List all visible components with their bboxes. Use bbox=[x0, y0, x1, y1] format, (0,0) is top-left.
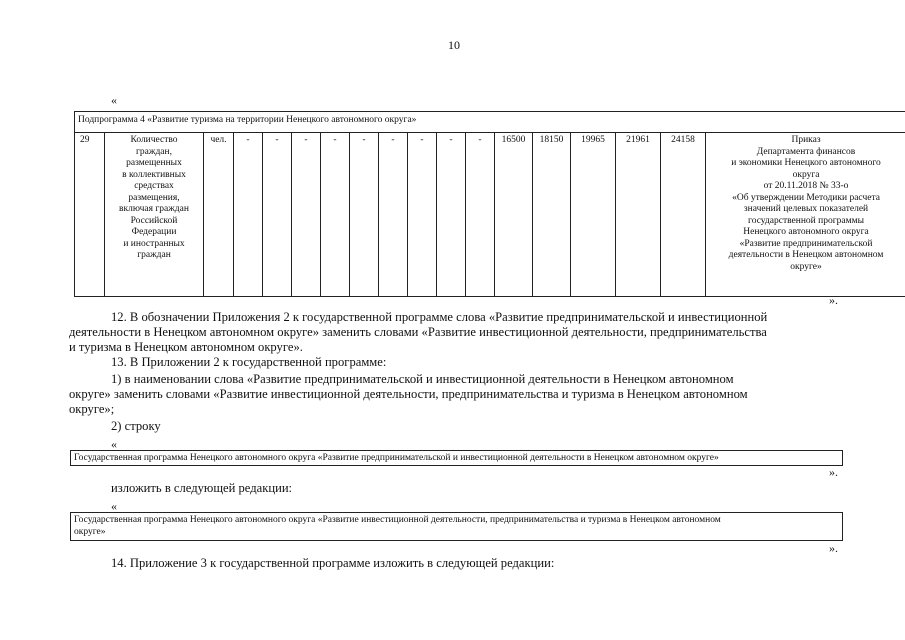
source-document: Приказ Департамента финансов и экономики Ненецкого автономного округа от 20.11.2018 № 33-о «Об утверждении Методики расчета значений целевых показателей государственной программы Ненецкого автономного округа «Развитие предпринимательской деятельности в Ненецком автономном округе» bbox=[706, 133, 905, 297]
close-quote-2: ». bbox=[829, 465, 838, 479]
indicator-name: Количество граждан, размещенных в коллективных средствах размещения, включая граждан Российской Федерации и иностранных граждан bbox=[105, 133, 204, 297]
open-quote-1: « bbox=[111, 93, 117, 107]
page-number: 10 bbox=[448, 38, 460, 52]
old-row-text: Государственная программа Ненецкого автономного округа «Развитие предпринимательской и инвестиционной деятельности в Ненецком автономном округе» bbox=[74, 453, 719, 463]
paragraph-13-item2: 2) строку bbox=[111, 419, 161, 433]
open-quote-3: « bbox=[111, 499, 117, 513]
paragraph-14: 14. Приложение 3 к государственной программе изложить в следующей редакции: bbox=[111, 556, 555, 570]
paragraph-13-item1-line3: округе»; bbox=[69, 402, 115, 416]
subprogram-header: Подпрограмма 4 «Развитие туризма на территории Ненецкого автономного округа» bbox=[75, 112, 905, 133]
value-cell: 21961 bbox=[616, 133, 661, 297]
new-row-box bbox=[70, 512, 843, 541]
value-cell: 18150 bbox=[533, 133, 571, 297]
close-quote-3: ». bbox=[829, 541, 838, 555]
paragraph-13-item1-line2: округе» заменить словами «Развитие инвестиционной деятельности, предпринимательства и туризма в Ненецком автономном bbox=[69, 387, 748, 401]
value-cell: 19965 bbox=[571, 133, 616, 297]
paragraph-13-intro: 13. В Приложении 2 к государственной программе: bbox=[111, 355, 387, 369]
value-cell: - bbox=[292, 133, 321, 297]
value-cell: - bbox=[263, 133, 292, 297]
value-cell: - bbox=[466, 133, 495, 297]
value-cell: - bbox=[408, 133, 437, 297]
paragraph-12-line3: и туризма в Ненецком автономном округе». bbox=[69, 340, 303, 354]
value-cell: 24158 bbox=[661, 133, 706, 297]
close-quote-1: ». bbox=[829, 293, 838, 307]
value-cell: - bbox=[379, 133, 408, 297]
value-cell: - bbox=[234, 133, 263, 297]
paragraph-12-line1: 12. В обозначении Приложения 2 к государственной программе слова «Развитие предпринимательской и инвестиционной bbox=[111, 310, 768, 324]
new-row-line2: округе» bbox=[74, 527, 106, 537]
value-cell: 16500 bbox=[495, 133, 533, 297]
replace-text: изложить в следующей редакции: bbox=[111, 481, 293, 495]
indicator-table bbox=[74, 111, 905, 297]
row-number: 29 bbox=[75, 133, 105, 297]
new-row-line1: Государственная программа Ненецкого автономного округа «Развитие инвестиционной деятельности, предпринимательства и туризма в Ненецком автономном bbox=[74, 515, 721, 525]
unit-cell: чел. bbox=[204, 133, 234, 297]
value-cell: - bbox=[437, 133, 466, 297]
value-cell: - bbox=[350, 133, 379, 297]
paragraph-13-item1-line1: 1) в наименовании слова «Развитие предпринимательской и инвестиционной деятельности в Ненецком автономном bbox=[111, 372, 734, 386]
old-row-box bbox=[70, 450, 843, 466]
open-quote-2: « bbox=[111, 437, 117, 451]
paragraph-12-line2: деятельности в Ненецком автономном округе» заменить словами «Развитие инвестиционной деятельности, предпринимательства bbox=[69, 325, 767, 339]
value-cell: - bbox=[321, 133, 350, 297]
